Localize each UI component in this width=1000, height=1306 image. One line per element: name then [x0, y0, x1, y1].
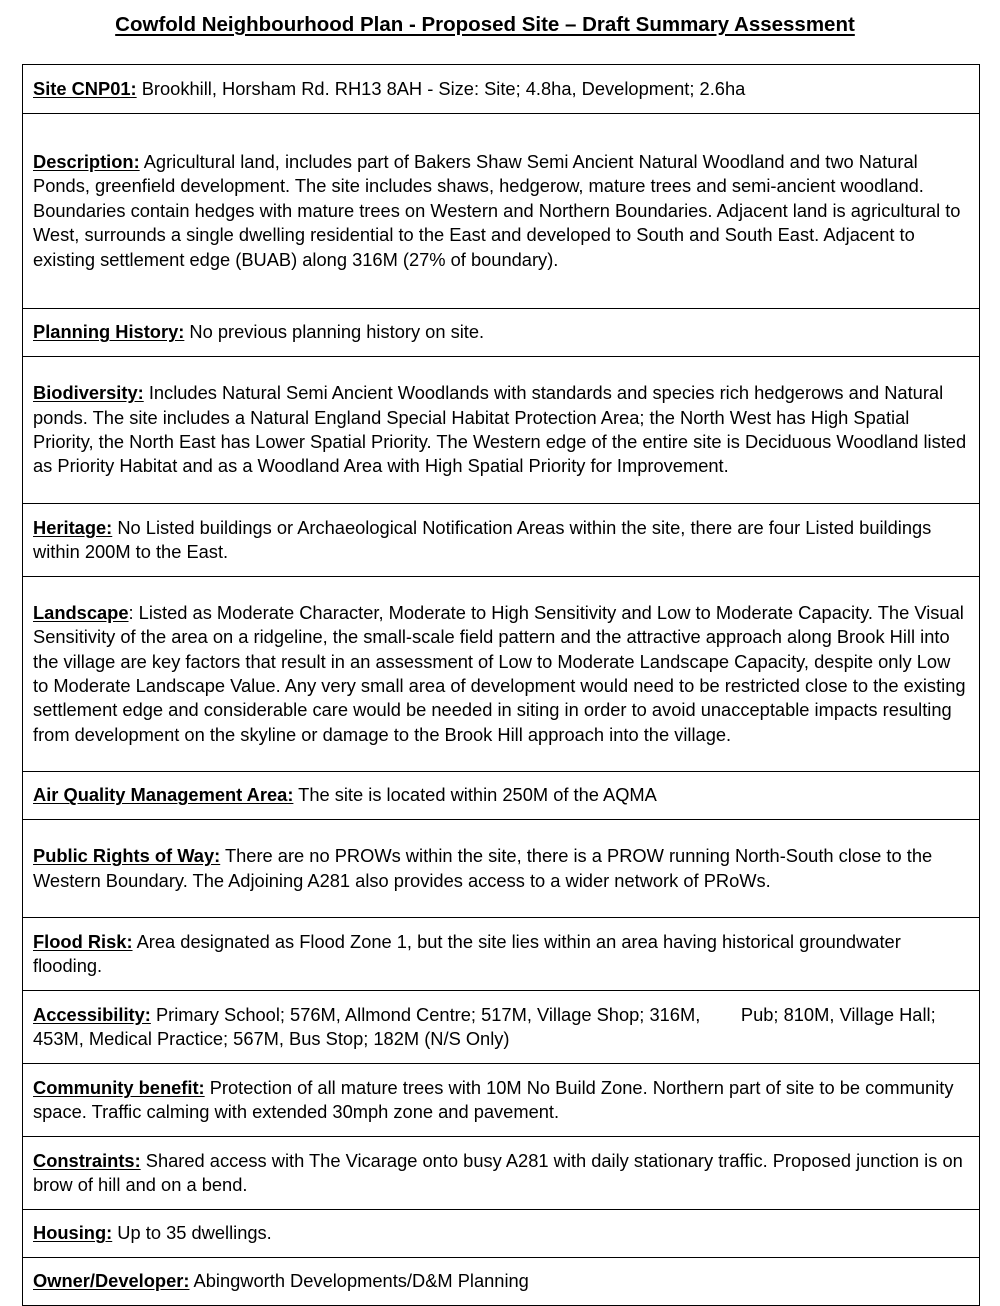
row-housing — [23, 1209, 979, 1257]
biodiversity-text: Includes Natural Semi Ancient Woodlands with standards and species rich hedgerows and Natural ponds. The site includes a Natural England Special Habitat Protection Area; the North West has High Spatial Priority, the North East has Lower Spatial Priority. The Western edge of the entire site is Deciduous Woodland listed as Priority Habitat and as a Woodland Area with High Spatial Priority for Improvement. — [33, 382, 967, 477]
constraints-text: Shared access with The Vicarage onto busy A281 with daily stationary traffic. Proposed junction is on brow of hill and on a bend. — [33, 1149, 963, 1195]
owner-developer-label: Owner/Developer: — [33, 1270, 190, 1292]
row-landscape-cell — [33, 601, 969, 747]
row-community-benefit — [23, 1063, 979, 1136]
row-planning-history — [23, 308, 979, 356]
row-description-cell — [33, 150, 969, 272]
planning-history-label: Planning History: — [33, 321, 185, 343]
planning-history-text: No previous planning history on site. — [184, 321, 485, 343]
row-landscape — [23, 576, 979, 771]
row-public-rights-of-way-cell — [33, 844, 969, 893]
housing-label: Housing: — [33, 1222, 113, 1244]
public-rights-of-way-label: Public Rights of Way: — [33, 845, 221, 867]
description-label: Description: — [33, 150, 140, 172]
row-air-quality-cell — [33, 783, 969, 807]
assessment-table — [22, 64, 980, 1306]
row-owner-developer-cell — [33, 1269, 969, 1293]
flood-risk-text: Area designated as Flood Zone 1, but the site lies within an area having historical groundwater flooding. — [33, 930, 901, 976]
housing-text: Up to 35 dwellings. — [112, 1222, 272, 1244]
row-biodiversity — [23, 356, 979, 503]
row-accessibility — [23, 990, 979, 1063]
row-description — [23, 113, 979, 308]
site-label: Site CNP01: — [33, 77, 137, 99]
description-text: Agricultural land, includes part of Bakers Shaw Semi Ancient Natural Woodland and two Natural Ponds, greenfield development. The site includes shaws, hedgerow, mature trees and semi-ancient woodland. Boundaries contain hedges with mature trees on Western and Northern Boundaries. Adjacent land is agricultural to West, surrounds a single dwelling residential to the East and developed to South and South East. Adjacent to existing settlement edge (BUAB) along 316M (27% of boundary). — [33, 150, 961, 270]
owner-developer-text: Abingworth Developments/D&M Planning — [189, 1270, 529, 1292]
landscape-label: Landscape — [33, 601, 129, 623]
row-flood-risk-cell — [33, 930, 969, 979]
flood-risk-label: Flood Risk: — [33, 930, 133, 952]
site-text: Brookhill, Horsham Rd. RH13 8AH - Size: Site; 4.8ha, Development; 2.6ha — [136, 77, 746, 99]
row-site — [23, 65, 979, 113]
landscape-text: : Listed as Moderate Character, Moderate to High Sensitivity and Low to Moderate Capacity. The Visual Sensitivity of the area on a ridgeline, the small-scale field pattern and the attractive approach along Brook Hill into the village are key factors that result in an assessment of Low to Moderate Landscape Capacity, despite only Low to Moderate Landscape Value. Any very small area of development would need to be restricted close to the existing settlement edge and considerable care would be needed in siting in order to avoid unacceptable impacts resulting from development on the skyline or damage to the Brook Hill approach into the village. — [33, 601, 966, 745]
community-benefit-label: Community benefit: — [33, 1076, 205, 1098]
row-housing-cell — [33, 1221, 969, 1245]
row-site-cell — [33, 77, 969, 101]
row-public-rights-of-way — [23, 819, 979, 917]
air-quality-label: Air Quality Management Area: — [33, 784, 294, 806]
row-flood-risk — [23, 917, 979, 990]
document-title: Cowfold Neighbourhood Plan - Proposed Site – Draft Summary Assessment — [115, 13, 855, 36]
row-accessibility-cell — [33, 1003, 969, 1052]
row-biodiversity-cell — [33, 381, 969, 479]
community-benefit-text: Protection of all mature trees with 10M No Build Zone. Northern part of site to be community space. Traffic calming with extended 30mph zone and pavement. — [33, 1076, 954, 1122]
accessibility-label: Accessibility: — [33, 1003, 151, 1025]
heritage-text: No Listed buildings or Archaeological Notification Areas within the site, there are four Listed buildings within 200M to the East. — [33, 516, 932, 562]
row-heritage-cell — [33, 516, 969, 565]
accessibility-text: Primary School; 576M, Allmond Centre; 517M, Village Shop; 316M, Pub; 810M, Village Hall; 453M, Medical Practice; 567M, Bus Stop; 182M (N/S Only) — [33, 1003, 936, 1049]
row-constraints-cell — [33, 1149, 969, 1198]
air-quality-text: The site is located within 250M of the AQMA — [293, 784, 657, 806]
constraints-label: Constraints: — [33, 1149, 141, 1171]
row-community-benefit-cell — [33, 1076, 969, 1125]
row-constraints — [23, 1136, 979, 1209]
row-air-quality — [23, 771, 979, 819]
biodiversity-label: Biodiversity: — [33, 382, 144, 404]
heritage-label: Heritage: — [33, 516, 113, 538]
public-rights-of-way-text: There are no PROWs within the site, there is a PROW running North-South close to the Western Boundary. The Adjoining A281 also provides access to a wider network of PRoWs. — [33, 845, 933, 891]
row-planning-history-cell — [33, 320, 969, 344]
row-heritage — [23, 503, 979, 576]
